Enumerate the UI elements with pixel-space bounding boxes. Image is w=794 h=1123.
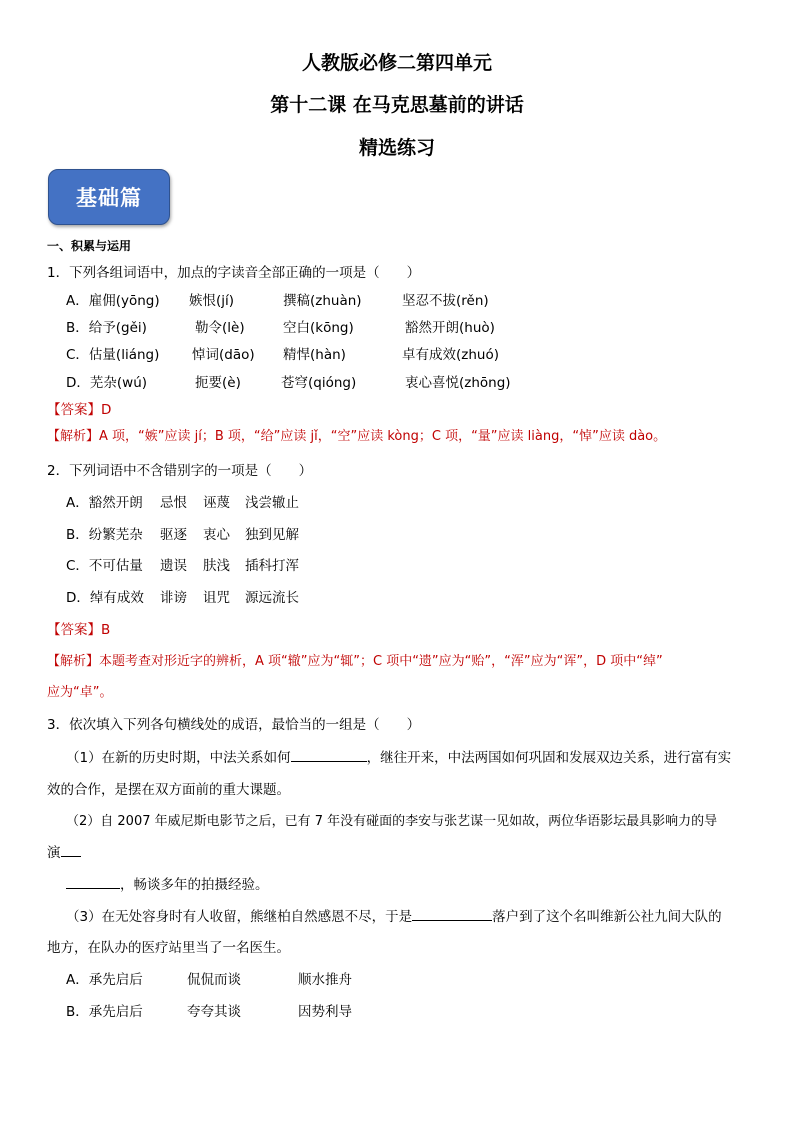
q3-blank-3 (412, 906, 492, 921)
q3-blank-2a (61, 842, 81, 857)
q1-option-d-3: 苍穹(qióng) (281, 375, 357, 391)
q2-stem: 2．下列词语中不含错别字的一项是（ ） (47, 463, 313, 479)
q3-sentence2: （2）自 2007 年威尼斯电影节之后，已有 7 年没有碰面的李安与张艺谋一见如故，两位华语影坛最具影响力的导 (66, 814, 718, 829)
q2-option-c-4: 插科打浑 (245, 558, 299, 574)
q3-stem: 3．依次填入下列各句横线处的成语，最恰当的一组是（ ） (47, 717, 421, 733)
q1-answer-value: D (101, 402, 112, 418)
lesson-title: 第十二课 在马克思墓前的讲话 (270, 94, 524, 116)
q3-option-a-1: A．承先启后 (66, 972, 143, 988)
q3-s1-cont: 效的合作，是摆在双方面前的重大课题。 (47, 782, 290, 798)
q1-stem: 1．下列各组词语中，加点的字读音全部正确的一项是（ ） (47, 265, 421, 281)
q1-option-b (0, 316, 794, 336)
q1-option-a-4: 坚忍不拔(rěn) (402, 293, 489, 309)
q2-option-b-4: 独到见解 (245, 527, 299, 543)
q3-blank-2b (66, 874, 120, 889)
q1-option-d-1: D．芜杂(wú) (66, 375, 148, 391)
q2-option-d-1: D．绰有成效 (66, 590, 144, 606)
document-title: 人教版必修二第四单元 (301, 52, 492, 74)
q2-option-b-3: 衷心 (203, 527, 230, 543)
q1-option-c-4: 卓有成效(zhuó) (402, 347, 499, 363)
q3-sentence3 (66, 905, 722, 925)
q2-option-d-4: 源远流长 (245, 590, 299, 606)
q1-option-b-4: 豁然开朗(huò) (405, 320, 495, 336)
q2-option-a (0, 491, 794, 511)
q2-option-a-1: A．豁然开朗 (66, 495, 143, 511)
q2-answer-value: B (101, 622, 111, 638)
q2-option-d-3: 诅咒 (203, 590, 230, 606)
q1-option-c (0, 343, 794, 363)
q3-s3-cont: 地方，在队办的医疗站里当了一名医生。 (47, 940, 290, 956)
q2-option-c-2: 遗误 (160, 558, 187, 574)
q1-option-b-1: B．给予(gěi) (66, 320, 147, 336)
q1-option-b-2: 勒令(lè) (195, 320, 245, 336)
section-badge (48, 169, 170, 225)
q2-option-b-1: B．纷繁芜杂 (66, 527, 143, 543)
q1-answer (47, 398, 111, 418)
q2-analysis-label: 【解析】 (47, 654, 100, 669)
q3-s2-text-c: ，畅谈多年的拍摄经验。 (120, 877, 269, 893)
q3-option-b-3: 因势利导 (298, 1004, 352, 1020)
q3-option-b (0, 1000, 794, 1020)
q2-analysis (47, 650, 663, 669)
q2-option-c-1: C．不可估量 (66, 558, 143, 574)
q2-option-c-3: 肤浅 (203, 558, 230, 574)
q3-s2-line2 (47, 841, 81, 861)
q3-option-b-2: 夸夸其谈 (187, 1004, 241, 1020)
q2-analysis-cont: 应为“卓”。 (47, 685, 113, 700)
q2-option-a-2: 忌恨 (160, 495, 187, 511)
q2-option-b (0, 523, 794, 543)
q3-s1-text-a: （1）在新的历史时期，中法关系如何 (66, 750, 291, 766)
q1-option-c-3: 精悍(hàn) (283, 347, 346, 363)
q3-option-b-1: B．承先启后 (66, 1004, 143, 1020)
q1-option-a-3: 撰稿(zhuàn) (283, 293, 362, 309)
q2-analysis-text: 本题考查对形近字的辨析，A 项“辙”应为“辄”；C 项中“遗”应为“贻”，“浑”应为“诨”，D 项中“绰” (99, 654, 663, 669)
q2-option-a-4: 浅尝辙止 (245, 495, 299, 511)
q3-s3-text-a: （3）在无处容身时有人收留，熊继柏自然感恩不尽，于是 (66, 909, 413, 925)
q2-answer (47, 618, 110, 638)
q1-analysis-label: 【解析】 (47, 429, 100, 444)
q2-option-b-2: 驱逐 (160, 527, 187, 543)
q3-option-a-3: 顺水推舟 (298, 972, 352, 988)
q2-option-a-3: 诬蔑 (203, 495, 230, 511)
q3-s3-text-b: 落户到了这个名叫维新公社九间大队的 (492, 909, 722, 925)
q1-option-d-4: 衷心喜悦(zhōng) (405, 375, 511, 391)
q2-answer-label: 【答案】 (47, 622, 101, 638)
q3-s1-text-b: ，继往开来，中法两国如何巩固和发展双边关系，进行富有实 (366, 750, 732, 766)
q1-option-c-1: C．估量(liáng) (66, 347, 160, 363)
q3-s2-text-b: 演 (47, 845, 61, 861)
q1-option-c-2: 悼词(dāo) (192, 347, 255, 363)
q1-option-d (0, 371, 794, 391)
q2-option-d (0, 586, 794, 606)
q1-analysis-text: A 项，“嫉”应读 jí；B 项，“给”应读 jǐ，“空”应读 kòng；C 项，“量”应读 liàng，“悼”应读 dào。 (99, 429, 667, 444)
q1-analysis (47, 425, 666, 444)
q1-option-b-3: 空白(kōng) (283, 320, 354, 336)
q1-option-a-2: 嫉恨(jí) (189, 293, 235, 309)
q2-option-c (0, 554, 794, 574)
q1-option-d-2: 扼要(è) (195, 375, 241, 391)
q1-option-a-1: A．雇佣(yōng) (66, 293, 160, 309)
q1-answer-label: 【答案】 (47, 402, 101, 418)
q3-sentence1 (66, 746, 731, 766)
q3-option-a (0, 968, 794, 988)
section-badge-label: 基础篇 (76, 186, 142, 210)
q3-blank-1 (291, 747, 367, 762)
subtitle: 精选练习 (358, 137, 435, 159)
q3-option-a-2: 侃侃而谈 (187, 972, 241, 988)
q3-s2-line3 (66, 873, 269, 893)
q1-option-a (0, 289, 794, 309)
q2-option-d-2: 诽谤 (160, 590, 187, 606)
section-heading: 一、积累与运用 (47, 239, 132, 253)
